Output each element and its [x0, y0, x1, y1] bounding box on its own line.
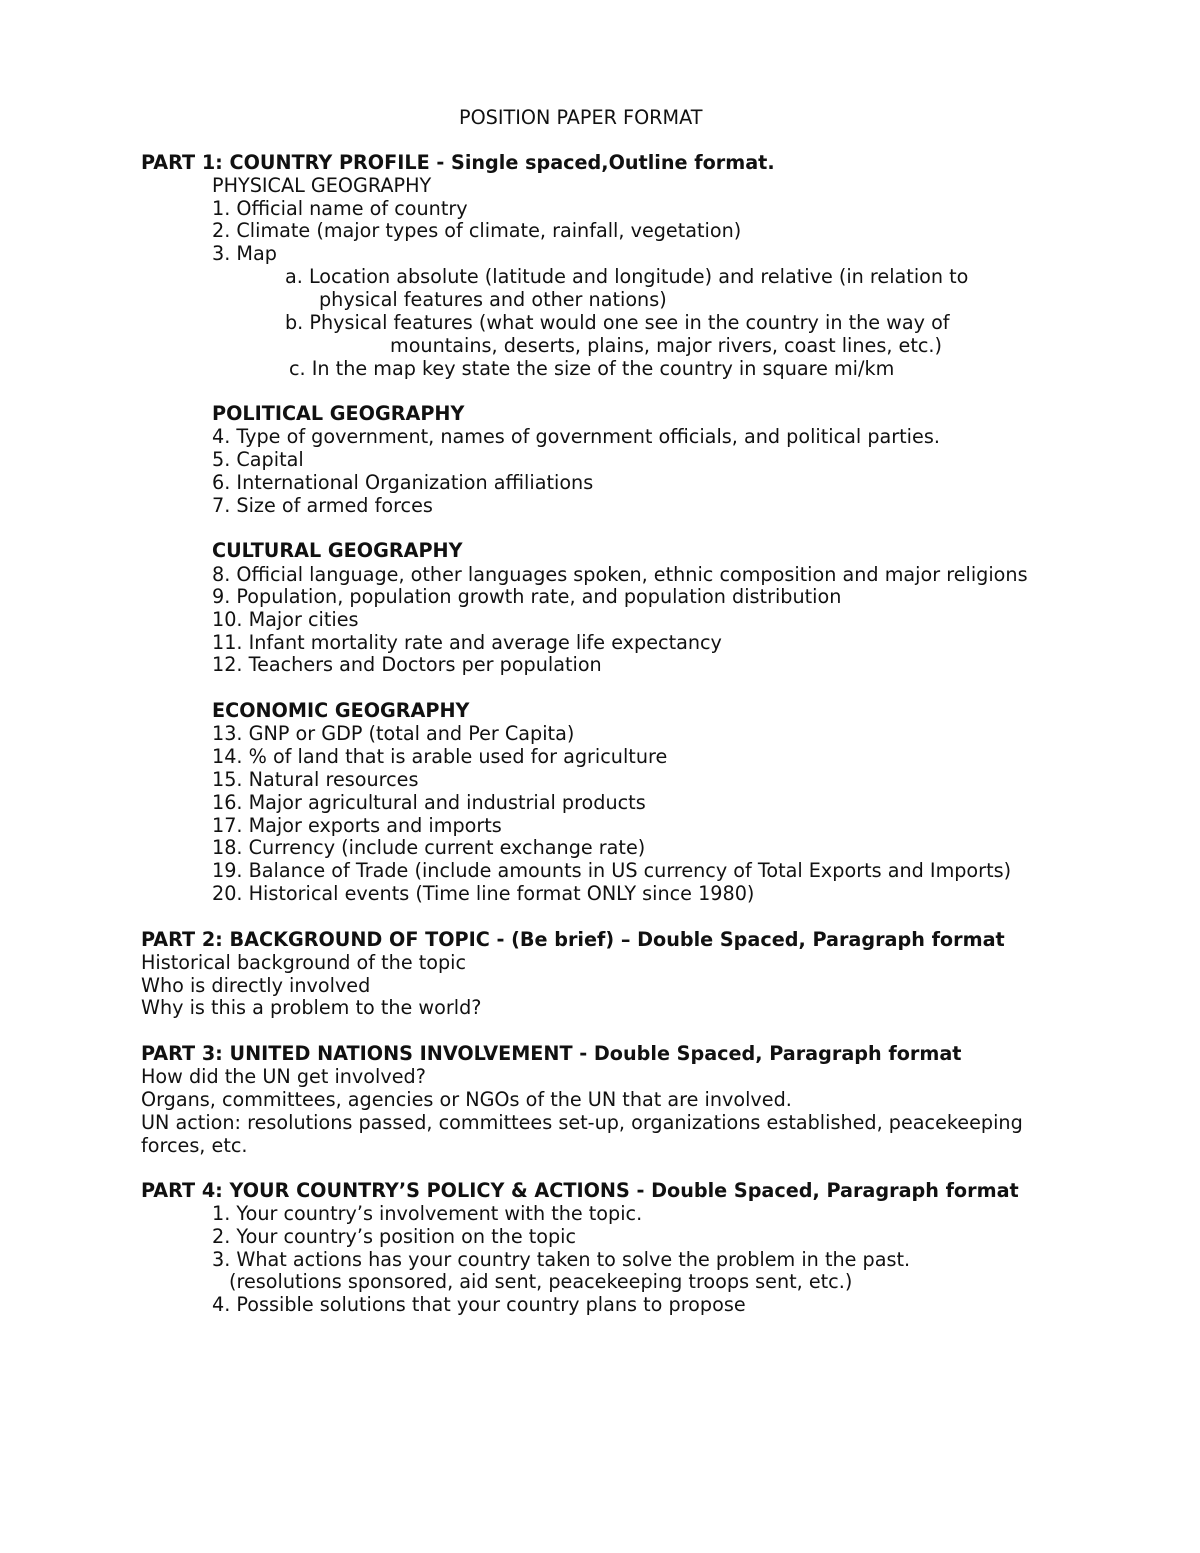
part4-heading: PART 4: YOUR COUNTRY’S POLICY & ACTIONS - Double Spaced, Paragraph format: [141, 1179, 1019, 1202]
list-item: 6. International Organization affiliations: [212, 471, 594, 494]
list-item: 17. Major exports and imports: [212, 814, 502, 837]
list-item: 18. Currency (include current exchange rate): [212, 836, 646, 859]
cultural-geography-heading: CULTURAL GEOGRAPHY: [212, 539, 463, 562]
paragraph-line: forces, etc.: [141, 1134, 248, 1157]
sub-item: b. Physical features (what would one see in the country in the way of: [285, 311, 950, 334]
list-item: 4. Possible solutions that your country plans to propose: [212, 1293, 746, 1316]
list-item: 13. GNP or GDP (total and Per Capita): [212, 722, 575, 745]
list-item: 4. Type of government, names of government officials, and political parties.: [212, 425, 940, 448]
list-item: 20. Historical events (Time line format ONLY since 1980): [212, 882, 755, 905]
list-item-continuation: (resolutions sponsored, aid sent, peacekeeping troops sent, etc.): [229, 1270, 853, 1293]
part2-heading: PART 2: BACKGROUND OF TOPIC - (Be brief) – Double Spaced, Paragraph format: [141, 928, 1005, 951]
list-item: 3. Map: [212, 242, 277, 265]
list-item: 15. Natural resources: [212, 768, 419, 791]
list-item: 11. Infant mortality rate and average life expectancy: [212, 631, 722, 654]
paragraph-line: UN action: resolutions passed, committees set-up, organizations established, peacekeeping: [141, 1111, 1023, 1134]
part3-heading: PART 3: UNITED NATIONS INVOLVEMENT - Double Spaced, Paragraph format: [141, 1042, 962, 1065]
sub-item-continuation: physical features and other nations): [319, 288, 667, 311]
list-item: 5. Capital: [212, 448, 304, 471]
document-title: POSITION PAPER FORMAT: [459, 106, 703, 129]
list-item: 7. Size of armed forces: [212, 494, 433, 517]
list-item: 14. % of land that is arable used for agriculture: [212, 745, 668, 768]
list-item: 8. Official language, other languages spoken, ethnic composition and major religions: [212, 563, 1028, 586]
list-item: 10. Major cities: [212, 608, 359, 631]
list-item: 3. What actions has your country taken to solve the problem in the past.: [212, 1248, 911, 1271]
list-item: 1. Official name of country: [212, 197, 468, 220]
sub-item: c. In the map key state the size of the country in square mi/km: [289, 357, 895, 380]
list-item: 12. Teachers and Doctors per population: [212, 653, 602, 676]
paragraph-line: Who is directly involved: [141, 974, 371, 997]
paragraph-line: Historical background of the topic: [141, 951, 467, 974]
paragraph-line: Why is this a problem to the world?: [141, 996, 482, 1019]
part1-heading: PART 1: COUNTRY PROFILE - Single spaced,Outline format.: [141, 151, 775, 174]
paragraph-line: Organs, committees, agencies or NGOs of the UN that are involved.: [141, 1088, 792, 1111]
list-item: 19. Balance of Trade (include amounts in US currency of Total Exports and Imports): [212, 859, 1012, 882]
physical-geography-heading: PHYSICAL GEOGRAPHY: [212, 174, 432, 197]
political-geography-heading: POLITICAL GEOGRAPHY: [212, 402, 465, 425]
list-item: 1. Your country’s involvement with the topic.: [212, 1202, 643, 1225]
list-item: 2. Your country’s position on the topic: [212, 1225, 577, 1248]
list-item: 9. Population, population growth rate, and population distribution: [212, 585, 842, 608]
sub-item: a. Location absolute (latitude and longitude) and relative (in relation to: [285, 265, 969, 288]
paragraph-line: How did the UN get involved?: [141, 1065, 426, 1088]
list-item: 16. Major agricultural and industrial products: [212, 791, 646, 814]
list-item: 2. Climate (major types of climate, rainfall, vegetation): [212, 219, 742, 242]
economic-geography-heading: ECONOMIC GEOGRAPHY: [212, 699, 470, 722]
sub-item-continuation: mountains, deserts, plains, major rivers, coast lines, etc.): [390, 334, 942, 357]
